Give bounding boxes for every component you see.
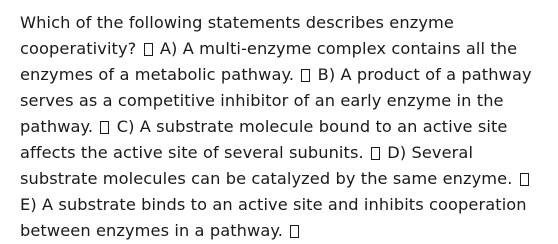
missing-glyph-box-icon bbox=[520, 173, 529, 186]
option-a-text: A) A multi-enzyme complex contains all the enzymes of a metabolic pathway. bbox=[20, 39, 518, 84]
option-c-text: C) A substrate molecule bound to an active site affects the active site of several subunits. bbox=[20, 117, 508, 162]
option-d-text: D) Several substrate molecules can be catalyzed by the same enzyme. bbox=[20, 143, 513, 188]
option-e-text: E) A substrate binds to an active site and inhibits cooperation between enzymes in a pathway. bbox=[20, 195, 527, 240]
missing-glyph-box-icon bbox=[290, 225, 299, 238]
missing-glyph-box-icon bbox=[301, 69, 310, 82]
question-text: Which of the following statements describes enzyme cooperativity? bbox=[20, 13, 454, 58]
option-b-text: B) A product of a pathway serves as a competitive inhibitor of an early enzyme in the pathway. bbox=[20, 65, 532, 136]
missing-glyph-box-icon bbox=[144, 43, 153, 56]
missing-glyph-box-icon bbox=[371, 147, 380, 160]
missing-glyph-box-icon bbox=[100, 121, 109, 134]
